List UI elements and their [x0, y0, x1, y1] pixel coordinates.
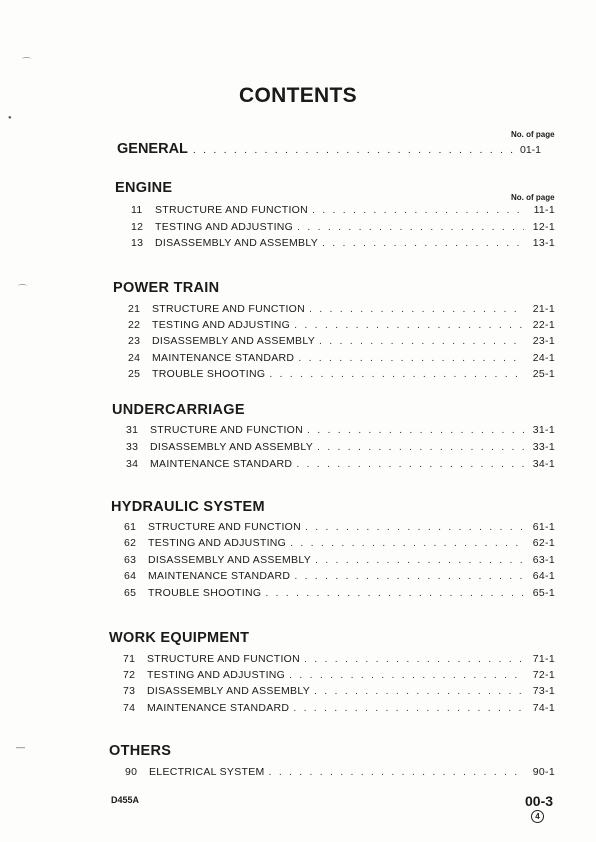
section-heading-engine: ENGINE [115, 180, 173, 196]
section-heading-undercarriage: UNDERCARRIAGE [112, 402, 245, 418]
toc-entry-title: ELECTRICAL SYSTEM [149, 766, 265, 778]
toc-entry-number: 21 [128, 303, 141, 315]
toc-entry[interactable] [128, 335, 555, 347]
dot-leader [289, 669, 524, 681]
toc-entry[interactable] [124, 537, 555, 549]
no-of-page-label: No. of page [511, 130, 555, 139]
dot-leader [294, 319, 524, 331]
toc-entry[interactable] [124, 587, 555, 599]
toc-entry-number: 65 [124, 586, 137, 599]
toc-entry-page: 12-1 [532, 220, 555, 233]
dot-leader [309, 303, 524, 315]
dot-leader [317, 441, 524, 453]
scan-mark: ⌒ [18, 284, 28, 294]
scan-mark: — [16, 742, 25, 752]
toc-entry-page: 21-1 [532, 303, 555, 315]
dot-leader [265, 587, 524, 599]
dot-leader [294, 570, 524, 582]
dot-leader [269, 368, 524, 380]
toc-entry-page: 22-1 [532, 319, 555, 332]
toc-entry-number: 31 [126, 424, 139, 436]
toc-entry-number: 11 [131, 204, 143, 216]
toc-entry[interactable] [128, 303, 555, 315]
scan-mark: ● [8, 115, 12, 121]
model-number: D455A [111, 795, 140, 805]
dot-leader [290, 537, 524, 549]
dot-leader [297, 221, 524, 233]
toc-entry-general[interactable] [117, 141, 541, 157]
toc-entry[interactable] [123, 669, 555, 681]
dot-leader [193, 144, 515, 156]
toc-entry-page: 74-1 [532, 701, 555, 714]
no-of-page-label: No. of page [511, 193, 555, 202]
toc-entry-number: 62 [124, 537, 137, 550]
page-number: 00-3 [525, 793, 554, 809]
dot-leader [314, 685, 524, 697]
toc-entry-page: 61-1 [532, 521, 555, 533]
toc-entry-title: MAINTENANCE STANDARD [152, 351, 295, 364]
toc-entry-number: 72 [123, 669, 136, 682]
section-heading-others: OTHERS [109, 743, 172, 759]
toc-entry-page: 34-1 [532, 457, 555, 470]
toc-entry-title: STRUCTURE AND FUNCTION [152, 303, 306, 315]
toc-entry[interactable] [128, 352, 555, 364]
toc-entry[interactable] [124, 521, 555, 533]
toc-entry-title: TROUBLE SHOOTING [148, 586, 262, 599]
toc-entry[interactable] [125, 766, 555, 778]
page-title: CONTENTS [239, 84, 357, 107]
toc-entry-number: 71 [123, 653, 136, 665]
toc-entry[interactable] [123, 702, 555, 714]
toc-entry[interactable] [131, 204, 555, 216]
toc-entry-page: 65-1 [532, 586, 555, 599]
toc-entry[interactable] [126, 458, 555, 470]
section-heading-power-train: POWER TRAIN [113, 280, 220, 296]
toc-entry-page: 71-1 [532, 653, 555, 665]
toc-entry-title: DISASSEMBLY AND ASSEMBLY [148, 553, 312, 566]
toc-entry[interactable] [123, 685, 555, 697]
toc-entry-page: 90-1 [532, 766, 555, 778]
dot-leader [269, 766, 524, 778]
toc-entry-title: DISASSEMBLY AND ASSEMBLY [147, 685, 311, 698]
toc-entry-title: TESTING AND ADJUSTING [155, 220, 294, 233]
toc-entry-page: 64-1 [532, 570, 555, 583]
toc-entry-title: TROUBLE SHOOTING [152, 367, 266, 380]
general-page-number: 01-1 [519, 144, 541, 156]
dot-leader [319, 335, 524, 347]
toc-entry[interactable] [124, 570, 555, 582]
toc-entry-number: 34 [126, 457, 139, 470]
toc-entry-number: 23 [128, 335, 141, 348]
section-heading-work-equipment: WORK EQUIPMENT [109, 630, 250, 646]
toc-entry-number: 63 [124, 553, 137, 566]
toc-entry-number: 25 [128, 367, 141, 380]
toc-entry-title: TESTING AND ADJUSTING [147, 669, 286, 682]
toc-entry[interactable] [131, 221, 555, 233]
toc-entry-number: 61 [124, 521, 137, 533]
toc-entry-title: DISASSEMBLY AND ASSEMBLY [155, 237, 319, 249]
toc-entry-number: 13 [131, 237, 144, 249]
toc-entry[interactable] [131, 237, 555, 249]
toc-entry-title: MAINTENANCE STANDARD [150, 457, 293, 470]
toc-entry-page: 33-1 [532, 440, 555, 453]
toc-entry-number: 33 [126, 440, 139, 453]
toc-entry-number: 73 [123, 685, 136, 698]
toc-entry[interactable] [126, 424, 555, 436]
toc-entry-page: 62-1 [532, 537, 555, 550]
dot-leader [305, 521, 524, 533]
dot-leader [312, 204, 524, 216]
dot-leader [322, 237, 524, 249]
toc-entry-title: STRUCTURE AND FUNCTION [155, 204, 309, 216]
toc-entry[interactable] [123, 653, 555, 665]
section-heading-hydraulic-system: HYDRAULIC SYSTEM [111, 499, 265, 515]
toc-entry-page: 23-1 [532, 335, 555, 348]
toc-entry-number: 12 [131, 220, 144, 233]
toc-entry[interactable] [128, 368, 555, 380]
toc-entry-title: MAINTENANCE STANDARD [148, 570, 291, 583]
revision-mark: 4 [531, 810, 544, 823]
toc-entry-page: 31-1 [532, 424, 555, 436]
toc-entry[interactable] [126, 441, 555, 453]
toc-entry-title: STRUCTURE AND FUNCTION [150, 424, 304, 436]
toc-entry-page: 25-1 [532, 367, 555, 380]
toc-entry-title: STRUCTURE AND FUNCTION [147, 653, 301, 665]
toc-entry-title: TESTING AND ADJUSTING [152, 319, 291, 332]
toc-entry-title: DISASSEMBLY AND ASSEMBLY [152, 335, 316, 348]
general-label: GENERAL [117, 141, 188, 157]
toc-entry-title: STRUCTURE AND FUNCTION [148, 521, 302, 533]
toc-entry-number: 90 [125, 766, 138, 778]
toc-entry[interactable] [128, 319, 555, 331]
dot-leader [298, 352, 524, 364]
toc-entry-title: TESTING AND ADJUSTING [148, 537, 287, 550]
toc-entry-number: 22 [128, 319, 141, 332]
toc-entry-number: 24 [128, 351, 141, 364]
dot-leader [296, 458, 524, 470]
scan-mark: ⌒ [22, 57, 32, 67]
toc-entry-number: 64 [124, 570, 137, 583]
toc-entry-page: 73-1 [532, 685, 555, 698]
toc-entry-title: MAINTENANCE STANDARD [147, 701, 290, 714]
dot-leader [293, 702, 524, 714]
toc-entry-page: 11-1 [533, 204, 555, 216]
toc-entry-number: 74 [123, 701, 136, 714]
dot-leader [304, 653, 524, 665]
toc-entry-title: DISASSEMBLY AND ASSEMBLY [150, 440, 314, 453]
toc-entry[interactable] [124, 554, 555, 566]
toc-entry-page: 72-1 [532, 669, 555, 682]
toc-entry-page: 24-1 [532, 351, 555, 364]
toc-entry-page: 63-1 [532, 553, 555, 566]
toc-entry-page: 13-1 [532, 237, 555, 249]
dot-leader [307, 424, 524, 436]
dot-leader [315, 554, 524, 566]
